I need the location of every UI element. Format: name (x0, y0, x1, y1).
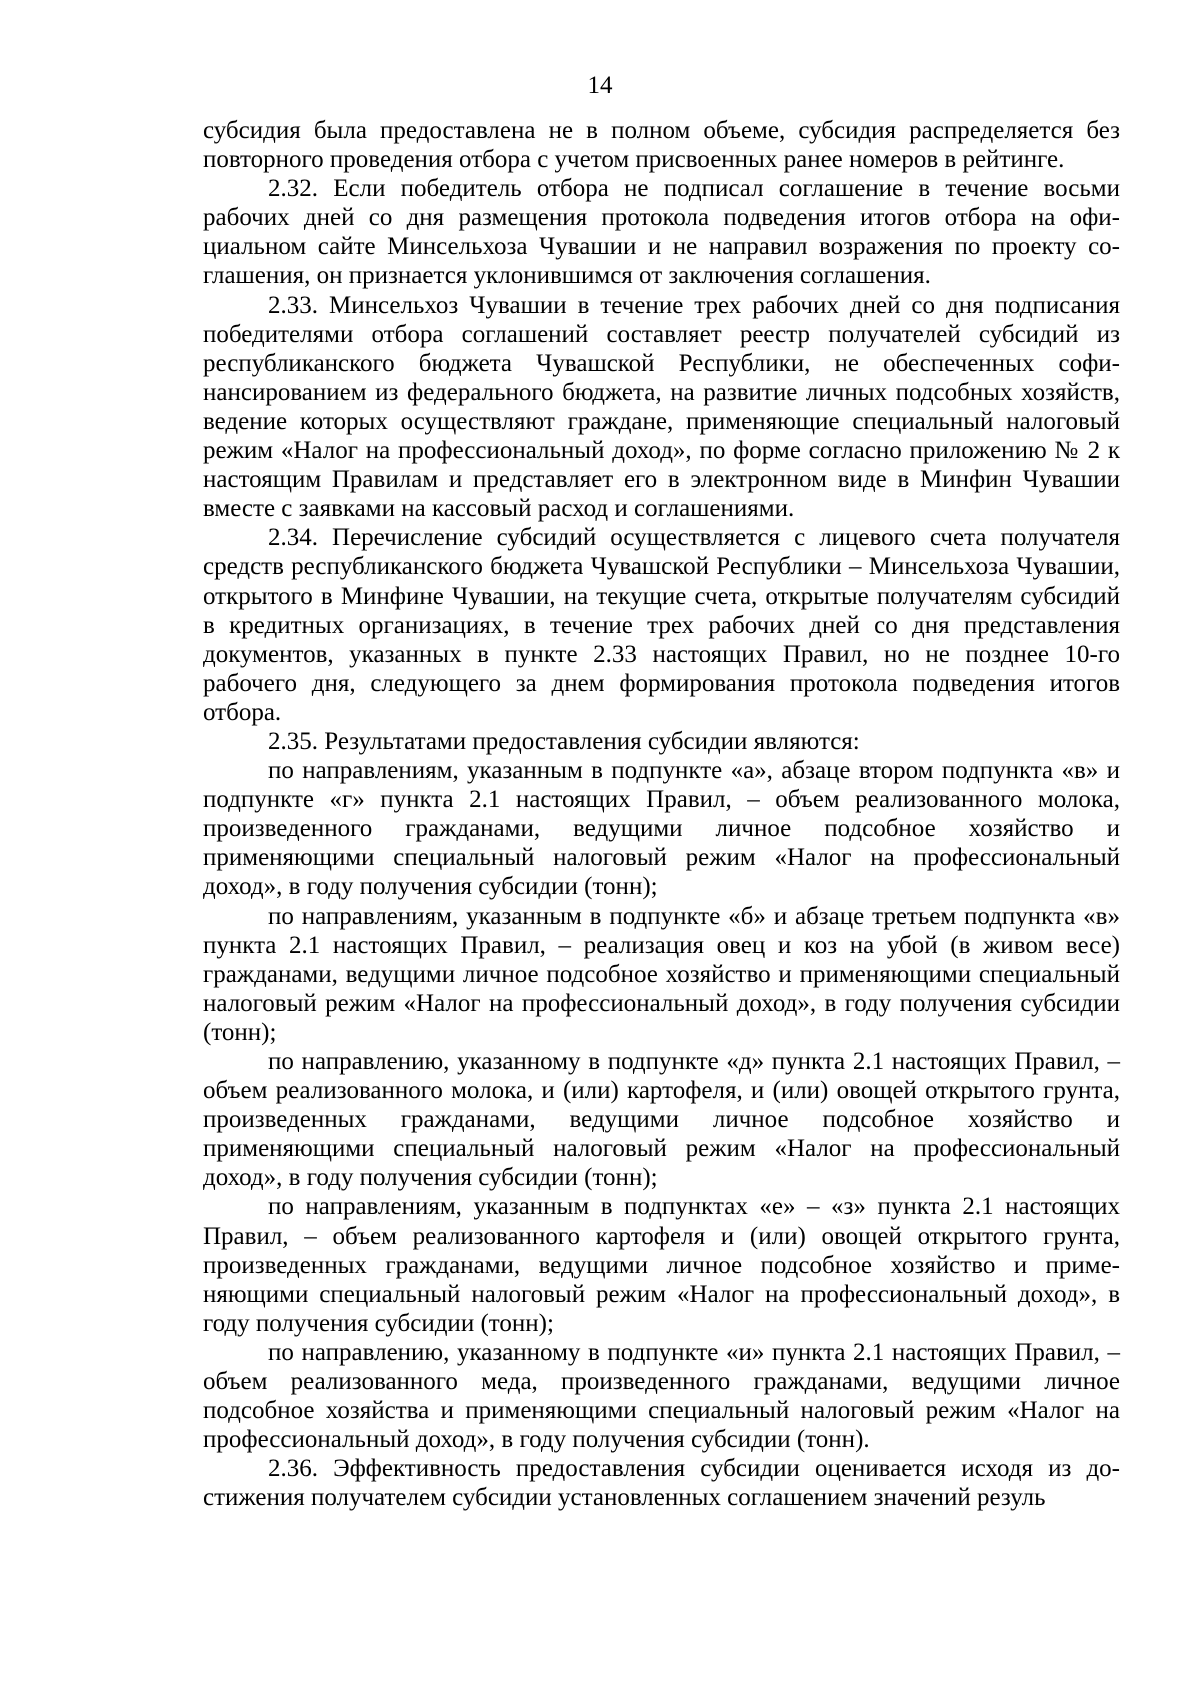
paragraph-2-34: 2.34. Перечисление субсидий осуществляется с лицевого счета получателя средств республиканского бюджета Чувашской Республики – Минсельхоза Чувашии, открытого в Минфине Чувашии, на текущие счета, открытые получателям субсидий в кредитных организациях, в течение трех рабочих дней со дня представления документов, указанных в пункте 2.33 настоящих Правил, но не позднее 10-го рабочего дня, следующего за днем формирования протокола подведения итогов отбора. (203, 524, 1120, 726)
document-body (203, 116, 1120, 1513)
paragraph-result-potatoes-vegetables: по направлениям, указанным в подпунктах «е» – «з» пункта 2.1 настоящих Правил, – объем реализованного картофеля и (или) овощей открытого грунта, произведенных гражданами, ведущими личное подсобное хозяйство и применяющими специальный налоговый режим «Налог на профессиональный доход», в году получения субсидии (тонн); (203, 1193, 1120, 1337)
paragraph-2-36: 2.36. Эффективность предоставления субсидии оценивается исходя из достижения получателем субсидии установленных соглашением значений резуль (203, 1455, 1120, 1512)
paragraph-2-35: 2.35. Результатами предоставления субсидии являются: (268, 727, 860, 755)
paragraph-2-33: 2.33. Минсельхоз Чувашии в течение трех рабочих дней со дня подписания победителями отбора соглашений составляет реестр получателей субсидий из республиканского бюджета Чувашской Республики, не обеспеченных софинансированием из федерального бюджета, на развитие личных подсобных хозяйств, ведение которых осуществляют граждане, применяющие специальный налоговый режим «Налог на профессиональный доход», по форме согласно приложению № 2 к настоящим Правилам и представляет его в электронном виде в Минфин Чувашии вместе с заявками на кассовый расход и соглашениями. (203, 291, 1120, 523)
paragraph-result-direction-d: по направлению, указанному в подпункте «д» пункта 2.1 настоящих Правил, – объем реализованного молока, и (или) картофеля, и (или) овощей открытого грунта, произведенных гражданами, ведущими личное подсобное хозяйство и применяющими специальный налоговый режим «Налог на профессиональный доход», в году получения субсидии (тонн); (203, 1048, 1120, 1192)
paragraph-result-honey: по направлению, указанному в подпункте «и» пункта 2.1 настоящих Правил, – объем реализованного меда, произведенного гражданами, ведущими личное подсобное хозяйства и применяющими специальный налоговый режим «Налог на профессиональный доход», в году получения субсидии (тонн). (203, 1338, 1120, 1454)
paragraph-continuation: субсидия была предоставлена не в полном объеме, субсидия распределяется без повторного проведения отбора с учетом присвоенных ранее номеров в рейтинге. (203, 117, 1120, 174)
paragraph-2-32: 2.32. Если победитель отбора не подписал соглашение в течение восьми рабочих дней со дня размещения протокола подведения итогов отбора на официальном сайте Минсельхоза Чувашии и не направил возражения по проекту соглашения, он признается уклонившимся от заключения соглашения. (203, 175, 1120, 290)
paragraph-result-milk: по направлениям, указанным в подпункте «а», абзаце втором подпункта «в» и подпункте «г» пункта 2.1 настоящих Правил, – объем реализованного молока, произведенного гражданами, ведущими личное подсобное хозяйство и применяющими специальный налоговый режим «Налог на профессиональный доход», в году получения субсидии (тонн); (203, 757, 1120, 901)
paragraph-result-sheep-goats: по направлениям, указанным в подпункте «б» и абзаце третьем подпункта «в» пункта 2.1 настоящих Правил, – реализация овец и коз на убой (в живом весе) гражданами, ведущими личное подсобное хозяйство и применяющими специальный налоговый режим «Налог на профессиональный доход», в году получения субсидии (тонн); (203, 902, 1120, 1046)
page-number: 14 (587, 72, 613, 99)
